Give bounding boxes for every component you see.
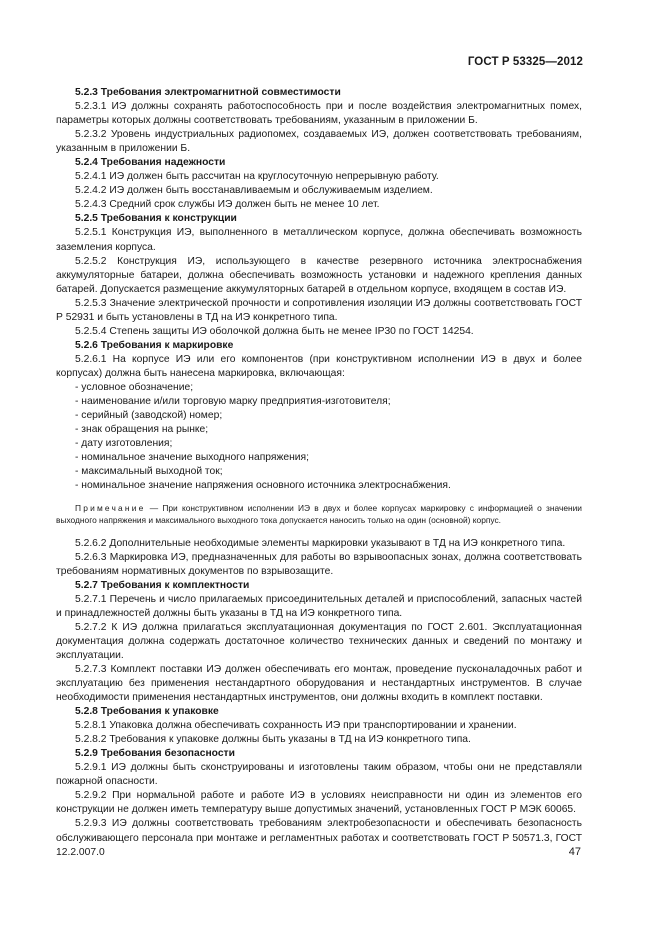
paragraph: 5.2.5.2 Конструкция ИЭ, использующего в качестве резервного источника электроснабжения аккумуляторные батареи, должна обеспечивать возможность установки и надежного крепления данных батарей. Допускается размещение аккумуляторных батарей в отдельном корпусе, входящем в состав ИЭ. [56, 255, 582, 295]
paragraph: 5.2.7.2 К ИЭ должна прилагаться эксплуатационная документация по ГОСТ 2.601. Эксплуатационная документация должна содержать достаточное количество технических данных и сведений по монтажу и эксплуатации. [56, 621, 582, 661]
paragraph: 5.2.9.2 При нормальной работе и работе ИЭ в условиях неисправности ни один из элементов его конструкции не должен иметь температуру выше допустимых значений, установленных ГОСТ Р МЭК 60065. [56, 790, 582, 816]
paragraph: 5.2.6.1 На корпусе ИЭ или его компонентов (при конструктивном исполнении ИЭ в двух и более корпусах) должна быть нанесена маркировка, включающая: [56, 353, 582, 379]
paragraph: 5.2.5.3 Значение электрической прочности и сопротивления изоляции ИЭ должны соответствовать ГОСТ Р 52931 и быть установлены в ТД на ИЭ конкретного типа. [56, 297, 582, 323]
list-item: - номинальное значение напряжения основного источника электроснабжения. [75, 480, 451, 492]
list-item: - номинальное значение выходного напряжения; [75, 452, 309, 464]
paragraph: 5.2.6.2 Дополнительные необходимые элементы маркировки указывают в ТД на ИЭ конкретного типа. [75, 537, 566, 549]
note [56, 503, 582, 526]
paragraph: 5.2.4.2 ИЭ должен быть восстанавливаемым и обслуживаемым изделием. [75, 185, 433, 197]
note-label: Примечание [75, 503, 146, 514]
paragraph: 5.2.6.3 Маркировка ИЭ, предназначенных для работы во взрывоопасных зонах, должна соответствовать требованиям нормативных документов по взрывозащите. [56, 551, 582, 577]
section-heading: 5.2.6 Требования к маркировке [75, 339, 234, 351]
list-item: - знак обращения на рынке; [75, 424, 209, 436]
section-heading: 5.2.3 Требования электромагнитной совместимости [75, 87, 341, 98]
document-header: ГОСТ Р 53325—2012 [467, 56, 583, 68]
paragraph: 5.2.3.1 ИЭ должны сохранять работоспособность при и после воздействия электромагнитных помех, параметры которых должны соответствовать требованиям, указанным в приложении Б. [56, 101, 582, 127]
paragraph: 5.2.5.1 Конструкция ИЭ, выполненного в металлическом корпусе, должна обеспечивать возможность заземления корпуса. [56, 227, 582, 253]
paragraph: 5.2.4.1 ИЭ должен быть рассчитан на круглосуточную непрерывную работу. [75, 171, 439, 183]
section-heading: 5.2.8 Требования к упаковке [75, 706, 219, 718]
paragraph: 5.2.7.3 Комплект поставки ИЭ должен обеспечивать его монтаж, проведение пусконаладочных работ и эксплуатацию без применения нестандартного оборудования и нестандартных инструментов. В случае необходимости применения нестандартных инструментов, они должны входить в комплект поставки. [56, 663, 582, 704]
paragraph: 5.2.9.3 ИЭ должны соответствовать требованиям электробезопасности и обеспечивать безопасность обслуживающего персонала при монтаже и регламентных работах и соответствовать ГОСТ Р 50571.3, ГОСТ 12.2.007.0 [56, 818, 582, 858]
list-item: - дату изготовления; [75, 438, 173, 450]
page-number: 47 [568, 846, 581, 858]
list-item: - серийный (заводской) номер; [75, 410, 223, 422]
list-item: - наименование и/или торговую марку предприятия-изготовителя; [75, 396, 391, 408]
paragraph: 5.2.4.3 Средний срок службы ИЭ должен быть не менее 10 лет. [75, 199, 380, 211]
paragraph: 5.2.8.2 Требования к упаковке должны быть указаны в ТД на ИЭ конкретного типа. [75, 734, 471, 746]
paragraph: 5.2.5.4 Степень защиты ИЭ оболочкой должна быть не менее IP30 по ГОСТ 14254. [75, 325, 474, 337]
paragraph: 5.2.9.1 ИЭ должны быть сконструированы и изготовлены таким образом, чтобы они не представляли пожарной опасности. [56, 762, 582, 788]
paragraph: 5.2.7.1 Перечень и число прилагаемых присоединительных деталей и приспособлений, запасных частей и принадлежностей должны быть указаны в ТД на ИЭ конкретного типа. [56, 593, 582, 619]
section-heading: 5.2.5 Требования к конструкции [75, 213, 237, 225]
paragraph: 5.2.3.2 Уровень индустриальных радиопомех, создаваемых ИЭ, должен соответствовать требованиям, указанным в приложении Б. [56, 129, 582, 155]
list-item: - условное обозначение; [75, 381, 194, 393]
list-item: - максимальный выходной ток; [75, 466, 223, 478]
note-text: — При конструктивном исполнении ИЭ в двух и более корпусах маркировку с информацией о значении выходного напряжения и максимального выходного тока допускается наносить только на один (основной) корпус. [56, 503, 582, 525]
section-heading: 5.2.7 Требования к комплектности [75, 579, 250, 591]
section-heading: 5.2.9 Требования безопасности [75, 748, 235, 760]
paragraph: 5.2.8.1 Упаковка должна обеспечивать сохранность ИЭ при транспортировании и хранении. [75, 720, 517, 732]
section-heading: 5.2.4 Требования надежности [75, 157, 226, 169]
document-body [56, 86, 582, 860]
